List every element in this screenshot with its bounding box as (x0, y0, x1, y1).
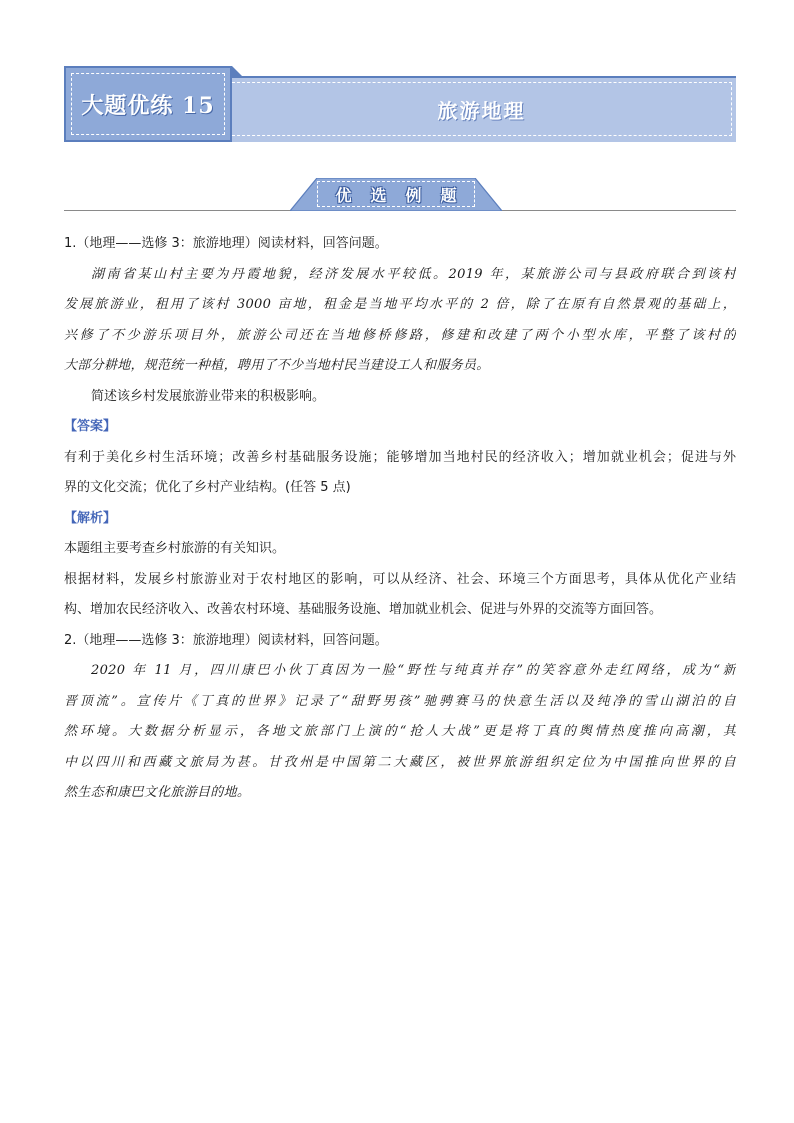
q2-stem: 2.（地理——选修 3：旅游地理）阅读材料，回答问题。 (64, 632, 388, 648)
answer-line: 有利于美化乡村生活环境；改善乡村基础服务设施；能够增加当地村民的经济收入；增加就业机会；促进与外 (64, 449, 736, 465)
section-char-1: 优 (335, 185, 352, 205)
q1-material-line: 大部分耕地，规范统一种植，聘用了不少当地村民当建设工人和服务员。 (64, 358, 490, 373)
banner-right-panel (232, 76, 736, 142)
q1-material-line: 兴修了不少游乐项目外，旅游公司还在当地修桥修路，修建和改建了两个小型水库，平整了该村的 (64, 327, 736, 343)
analysis-label: 【解析】 (64, 510, 117, 526)
q2-material-line: 晋顶流”。宣传片《丁真的世界》记录了“甜野男孩”驰骋赛马的快意生活以及纯净的雪山湖泊的自 (64, 693, 736, 709)
analysis-line: 本题组主要考查乡村旅游的有关知识。 (64, 541, 286, 556)
document-body (64, 229, 736, 809)
q2-material-line: 然生态和康巴文化旅游目的地。 (64, 785, 251, 800)
q2-material-line: 然环境。大数据分析显示，各地文旅部门上演的“抢人大战”更是将丁真的舆情热度推向高潮，其 (64, 724, 736, 739)
banner-corner-decoration (232, 66, 242, 76)
section-char-2: 选 (370, 185, 387, 205)
topic-title: 旅游地理 (437, 98, 526, 123)
banner-left-panel (64, 66, 232, 142)
q1-material-line: 发展旅游业，租用了该村 3000 亩地，租金是当地平均水平的 2 倍，除了在原有自然景观的基础上， (64, 297, 736, 312)
section-char-3: 例 (405, 185, 422, 205)
section-char-4: 题 (440, 185, 457, 205)
section-heading (64, 174, 736, 214)
q2-material-line: 中以四川和西藏文旅局为甚。甘孜州是中国第二大藏区，被世界旅游组织定位为中国推向世界的自 (64, 754, 736, 770)
answer-line: 界的文化交流；优化了乡村产业结构。(任答 5 点) (64, 480, 351, 495)
header-banner (64, 66, 736, 144)
analysis-line: 构、增加农民经济收入、改善农村环境、基础服务设施、增加就业机会、促进与外界的交流等方面回答。 (64, 602, 663, 617)
q1-stem: 1.（地理——选修 3：旅游地理）阅读材料，回答问题。 (64, 236, 388, 251)
practice-number-title: 大题优练 15 (81, 92, 215, 119)
q1-material-line: 湖南省某山村主要为丹霞地貌，经济发展水平较低。2019 年，某旅游公司与县政府联合到该村 (91, 266, 736, 282)
analysis-line: 根据材料，发展乡村旅游业对于农村地区的影响，可以从经济、社会、环境三个方面思考，具体从优化产业结 (64, 571, 736, 587)
q1-question: 简述该乡村发展旅游业带来的积极影响。 (91, 388, 326, 404)
answer-label: 【答案】 (64, 419, 117, 434)
q2-material-line: 2020 年 11 月，四川康巴小伙丁真因为一脸“野性与纯真并存”的笑容意外走红网络，成为“新 (91, 663, 736, 678)
